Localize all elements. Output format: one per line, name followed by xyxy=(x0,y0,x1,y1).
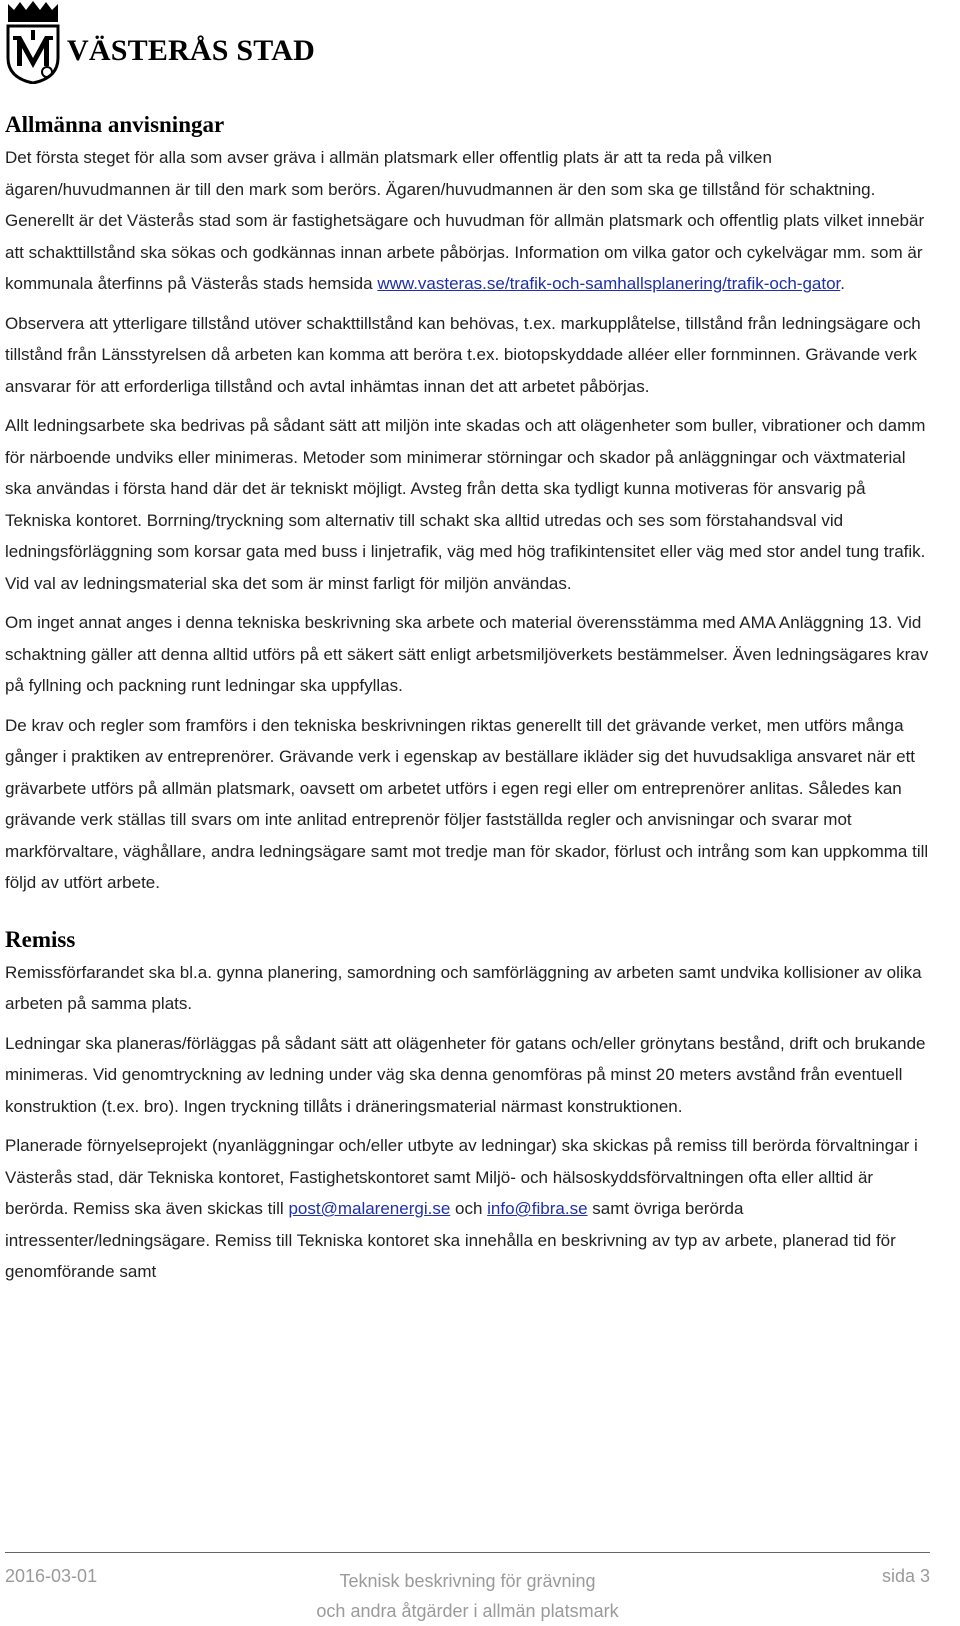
paragraph-text: Ledningar ska planeras/förläggas på sådant sätt att olägenheter för gatans och/eller grönytans bestånd, drift och brukande minimeras. Vid genomtryckning av ledning under väg ska denna genomföras på minst 20 meters avstånd från eventuell konstruktion (t.ex. bro). Ingen tryckning tillåts i dräneringsmaterial närmast konstruktionen. xyxy=(5,1033,926,1116)
inline-link[interactable]: info@fibra.se xyxy=(487,1199,588,1218)
paragraph-text: och xyxy=(450,1199,488,1218)
footer-page-number: sida 3 xyxy=(881,1566,930,1586)
paragraph xyxy=(5,1130,930,1288)
paragraph xyxy=(5,1028,930,1123)
footer-title-line: Teknisk beskrivning för grävning xyxy=(339,1571,596,1591)
page-header xyxy=(4,0,324,84)
section xyxy=(5,925,930,1288)
section-heading: Remiss xyxy=(5,926,76,952)
footer-title xyxy=(5,1566,930,1626)
coat-of-arms-icon xyxy=(4,0,62,84)
logo-text: VÄSTERÅS STAD xyxy=(67,34,315,67)
paragraph-text: Observera att ytterligare tillstånd utöver schakttillstånd kan behövas, t.ex. markupplåtelse, tillstånd från ledningsägare och tillstånd från Länsstyrelsen då arbeten kan komma att beröra t.ex. biotopskyddade alléer eller fornminnen. Grävande verk ansvarar för att erforderliga tillstånd och avtal inhämtas innan det att arbetet påbörjas. xyxy=(5,313,921,396)
paragraph-text: Planerade förnyelseprojekt (nyanläggningar och/eller utbyte av ledningar) ska skickas på remiss till berörda förvaltningar i Västerås stad, där Tekniska kontoret, Fastighetskontoret samt Miljö- och hälsoskyddsförvaltningen ofta eller alltid är berörda. Remiss ska även skickas till xyxy=(5,1136,918,1218)
paragraph xyxy=(5,142,930,300)
paragraph-text: Det första steget för alla som avser gräva i allmän platsmark eller offentlig plats är att ta reda på vilken ägaren/huvudmannen är till den mark som berörs. Ägaren/huvudmannen är den som ska ge tillstånd för schaktning. Generellt är det Västerås stad som är fastighetsägare och huvudman för allmän platsmark och offentlig plats vilket innebär att schakttillstånd ska sökas och godkännas innan arbete påbörjas. Information om vilka gator och cykelvägar mm. som är kommunala återfinns på Västerås stads hemsida xyxy=(5,148,925,293)
paragraph-text: Remissförfarandet ska bl.a. gynna planering, samordning och samförläggning av arbeten samt undvika kollisioner av olika arbeten på samma plats. xyxy=(5,962,922,1013)
footer-date: 2016-03-01 xyxy=(5,1566,98,1586)
section-heading: Allmänna anvisningar xyxy=(5,112,225,137)
page-footer xyxy=(5,1552,930,1623)
inline-link[interactable]: www.vasteras.se/trafik-och-samhallsplanering/trafik-och-gator xyxy=(377,274,841,293)
document-body xyxy=(5,110,930,1296)
paragraph xyxy=(5,410,930,599)
inline-link[interactable]: post@malarenergi.se xyxy=(288,1199,451,1218)
section xyxy=(5,110,930,899)
paragraph-text: samt övriga berörda intressenter/ledningsägare. Remiss till Tekniska kontoret ska innehålla en beskrivning av typ av arbete, planerad tid för genomförande samt xyxy=(5,1199,896,1281)
paragraph xyxy=(5,308,930,403)
footer-title-line: och andra åtgärder i allmän platsmark xyxy=(316,1601,619,1621)
paragraph xyxy=(5,607,930,702)
paragraph xyxy=(5,957,930,1020)
paragraph-text: . xyxy=(840,274,846,293)
paragraph-text: Om inget annat anges i denna tekniska beskrivning ska arbete och material överensstämma med AMA Anläggning 13. Vid schaktning gäller att denna alltid utförs på ett säkert sätt enligt arbetsmiljöverkets bestämmelser. Även ledningsägares krav på fyllning och packning runt ledningar ska uppfyllas. xyxy=(5,613,929,695)
paragraph xyxy=(5,710,930,899)
paragraph-text: De krav och regler som framförs i den tekniska beskrivningen riktas generellt till det grävande verket, men utförs många gånger i praktiken av entreprenörer. Grävande verk i egenskap av beställare ikläder sig det huvudsakliga ansvaret när ett grävarbete utförs på allmän platsmark, oavsett om arbetet utförs i egen regi eller om entreprenörer anlitas. Således kan grävande verk ställas till svars om inte anlitad entreprenör följer fastställda regler och anvisningar och svarar mot markförvaltare, väghållare, andra ledningsägare samt mot tredje man för skador, förlust och intrång som kan uppkomma till följd av utfört arbete. xyxy=(5,715,929,892)
paragraph-text: Allt ledningsarbete ska bedrivas på sådant sätt att miljön inte skadas och att olägenheter som buller, vibrationer och damm för närboende undviks eller minimeras. Metoder som minimerar störningar och skador på anläggningar och växtmaterial ska användas i första hand där det är tekniskt möjligt. Avsteg från detta ska tydligt kunna motiveras för ansvarig på Tekniska kontoret. Borrning/tryckning som alternativ till schakt ska alltid utredas och ses som förstahandsval vid ledningsförläggning som korsar gata med buss i linjetrafik, väg med hög trafikintensitet eller väg med stor andel tung trafik. Vid val av ledningsmaterial ska det som är minst farligt för miljön användas. xyxy=(5,416,926,593)
